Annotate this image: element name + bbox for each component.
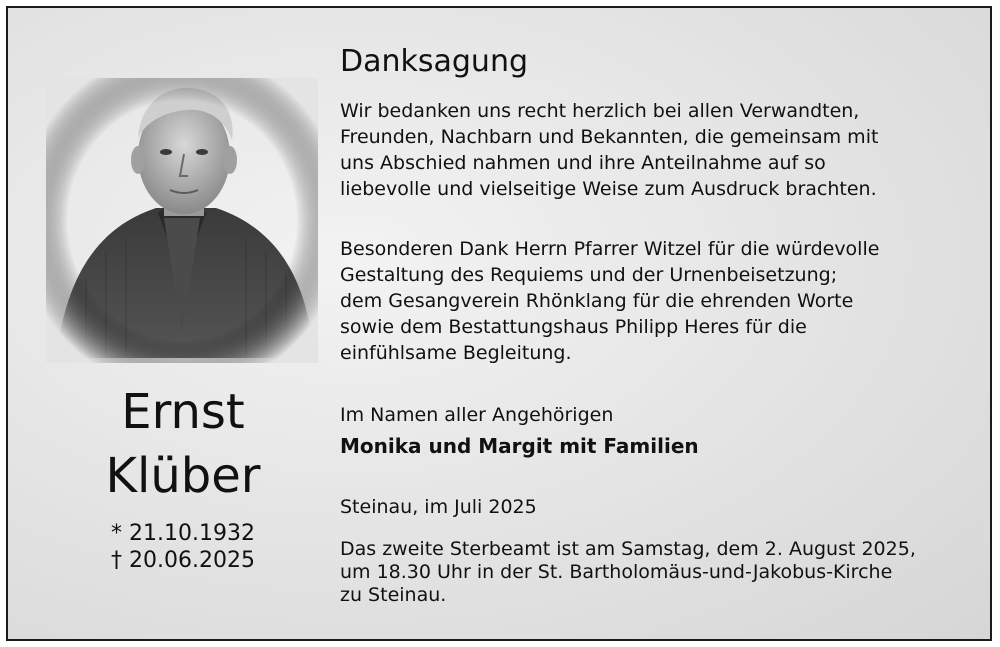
text-line: liebevolle und vielseitige Weise zum Ausdruck brachten.	[340, 178, 877, 200]
death-date: † 20.06.2025	[111, 548, 255, 573]
service-notice	[340, 538, 970, 607]
text-line: sowie dem Bestattungshaus Philipp Heres für die	[340, 316, 807, 338]
birth-date: * 21.10.1932	[111, 521, 255, 546]
obituary-card	[6, 6, 992, 641]
text-line: Gestaltung des Requiems und der Urnenbeisetzung;	[340, 264, 838, 286]
page-title: Danksagung	[340, 44, 528, 79]
thanks-paragraph	[340, 98, 970, 202]
text-line: Freunden, Nachbarn und Bekannten, die gemeinsam mit	[340, 126, 879, 148]
special-thanks-paragraph	[340, 236, 970, 366]
deceased-last-name: Klüber	[105, 448, 261, 504]
place-date: Steinau, im Juli 2025	[340, 496, 537, 518]
left-column	[8, 8, 338, 639]
deceased-first-name: Ernst	[121, 384, 245, 440]
text-line: einfühlsame Begleitung.	[340, 342, 572, 364]
text-line: zu Steinau.	[340, 584, 447, 606]
text-line: um 18.30 Uhr in der St. Bartholomäus-und-Jakobus-Kirche	[340, 561, 893, 583]
text-line: Das zweite Sterbeamt ist am Samstag, dem 2. August 2025,	[340, 538, 916, 560]
text-line: Besonderen Dank Herrn Pfarrer Witzel für die würdevolle	[340, 238, 880, 260]
text-line: dem Gesangverein Rhönklang für die ehrenden Worte	[340, 290, 854, 312]
right-column	[340, 8, 980, 639]
signature-names: Monika und Margit mit Familien	[340, 434, 699, 458]
portrait-photo	[46, 78, 318, 363]
text-line: uns Abschied nahmen und ihre Anteilnahme auf so	[340, 152, 826, 174]
text-line: Wir bedanken uns recht herzlich bei allen Verwandten,	[340, 100, 860, 122]
signature-intro: Im Namen aller Angehörigen	[340, 404, 614, 426]
